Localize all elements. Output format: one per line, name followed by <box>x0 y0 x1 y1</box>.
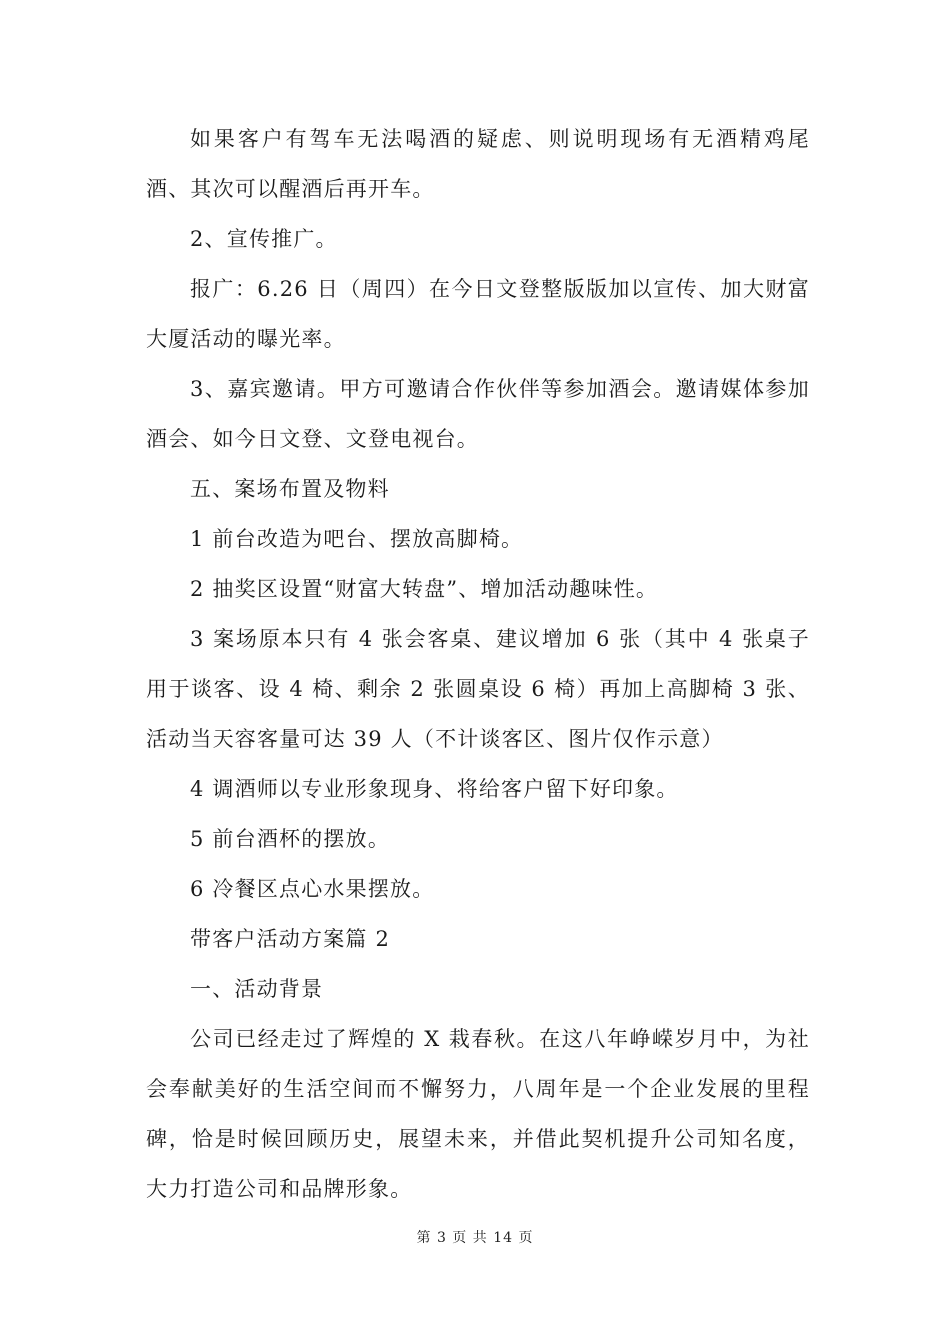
paragraph: 如果客户有驾车无法喝酒的疑虑、则说明现场有无酒精鸡尾酒、其次可以醒酒后再开车。 <box>146 127 810 201</box>
paragraph: 5 前台酒杯的摆放。 <box>190 827 391 851</box>
page-number-footer: 第 3 页 共 14 页 <box>416 1230 534 1246</box>
paragraph: 报广：6.26 日（周四）在今日文登整版版加以宣传、加大财富大厦活动的曝光率。 <box>146 277 810 351</box>
paragraph: 3、嘉宾邀请。甲方可邀请合作伙伴等参加酒会。邀请媒体参加酒会、如今日文登、文登电视台。 <box>146 377 810 451</box>
paragraph: 4 调酒师以专业形象现身、将给客户留下好印象。 <box>190 777 679 801</box>
article-title: 带客户活动方案篇 2 <box>190 927 391 951</box>
paragraph: 1 前台改造为吧台、摆放高脚椅。 <box>190 527 524 551</box>
paragraph: 2、宣传推广。 <box>190 227 338 251</box>
paragraph: 3 案场原本只有 4 张会客桌、建议增加 6 张（其中 4 张桌子用于谈客、设 4 椅、剩余 2 张圆桌设 6 椅）再加上高脚椅 3 张、活动当天容客量可达 39 人（不计谈客区、图片仅作示意） <box>146 627 810 751</box>
document-body <box>146 114 810 1214</box>
paragraph: 6 冷餐区点心水果摆放。 <box>190 877 435 901</box>
section-heading: 五、案场布置及物料 <box>190 477 390 501</box>
paragraph: 2 抽奖区设置“财富大转盘”、增加活动趣味性。 <box>190 577 659 601</box>
paragraph: 公司已经走过了辉煌的 X 栽春秋。在这八年峥嵘岁月中，为社会奉献美好的生活空间而不懈努力，八周年是一个企业发展的里程碑，恰是时候回顾历史，展望未来，并借此契机提升公司知名度，大力打造公司和品牌形象。 <box>146 1027 810 1201</box>
section-heading: 一、活动背景 <box>190 977 324 1001</box>
